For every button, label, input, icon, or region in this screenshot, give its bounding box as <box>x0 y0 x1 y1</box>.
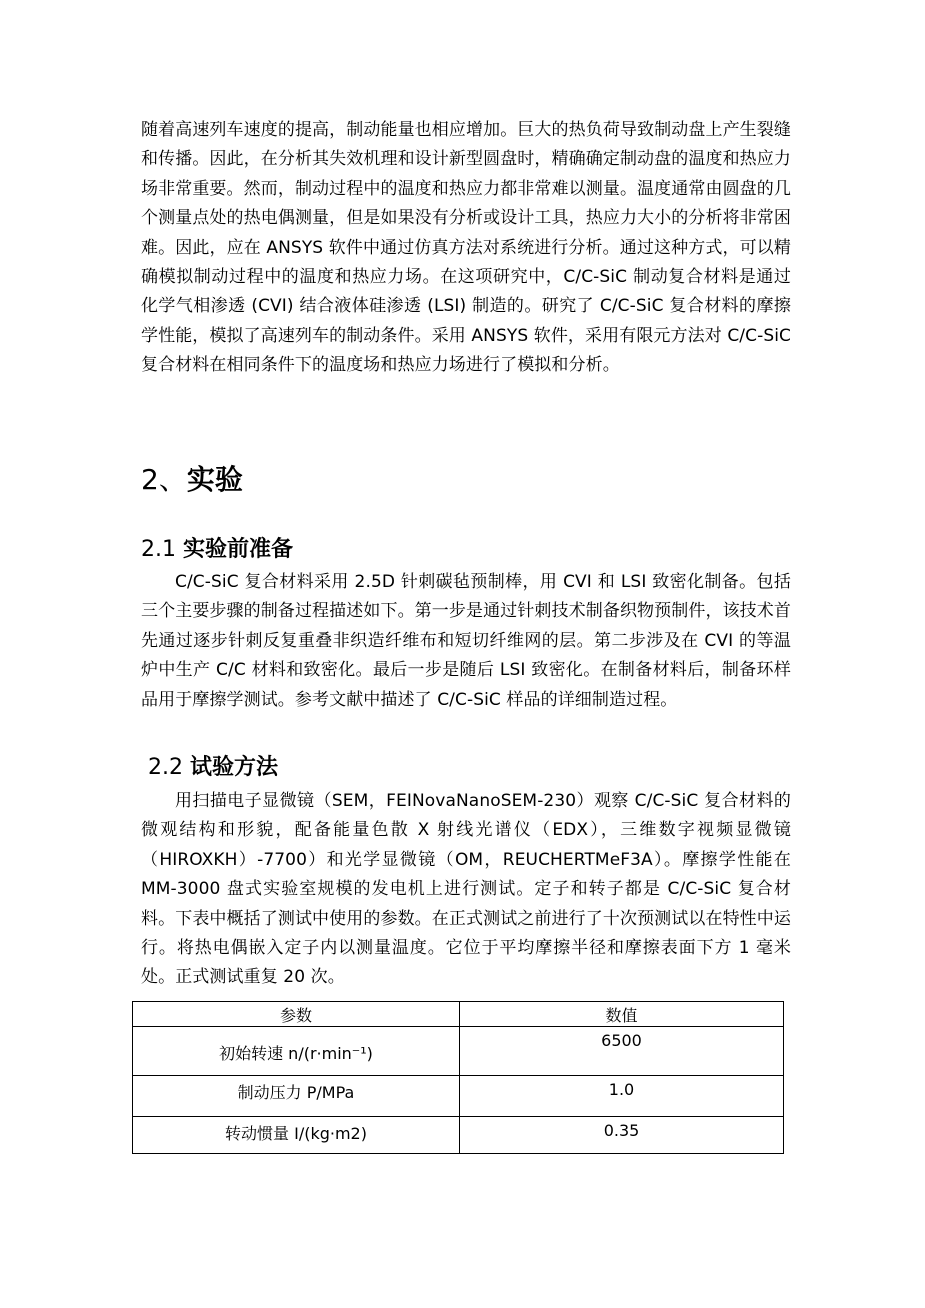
section-2-number: 2、 <box>141 463 187 496</box>
table-cell-value: 1.0 <box>460 1076 784 1117</box>
section-2-2-heading <box>148 751 278 785</box>
section-2-1-paragraph: C/C-SiC 复合材料采用 2.5D 针刺碳毡预制棒，用 CVI 和 LSI 致密化制备。包括三个主要步骤的制备过程描述如下。第一步是通过针刺技术制备织物预制件，该技术首先通过逐步针刺反复重叠非织造纤维布和短切纤维网的层。第二步涉及在 CVI 的等温炉中生产 C/C 材料和致密化。最后一步是随后 LSI 致密化。在制备材料后，制备环样品用于摩擦学测试。参考文献中描述了 C/C-SiC 样品的详细制造过程。 <box>141 572 791 710</box>
table-cell-param: 初始转速 n/(r·min⁻¹) <box>133 1027 460 1076</box>
section-2-heading <box>141 456 243 504</box>
section-2-2-number: 2.2 <box>148 755 183 780</box>
table-row <box>133 1117 784 1154</box>
table-cell-param: 制动压力 P/MPa <box>133 1076 460 1117</box>
table-header-value: 数值 <box>460 1002 784 1027</box>
section-2-title: 实验 <box>186 463 243 496</box>
table-cell-param: 转动惯量 I/(kg·m2) <box>133 1117 460 1154</box>
section-2-1-title: 实验前准备 <box>183 537 294 562</box>
intro-paragraph: 随着高速列车速度的提高，制动能量也相应增加。巨大的热负荷导致制动盘上产生裂缝和传播。因此，在分析其失效机理和设计新型圆盘时，精确确定制动盘的温度和热应力场非常重要。然而，制动过程中的温度和热应力都非常难以测量。温度通常由圆盘的几个测量点处的热电偶测量，但是如果没有分析或设计工具，热应力大小的分析将非常困难。因此，应在 ANSYS 软件中通过仿真方法对系统进行分析。通过这种方式，可以精确模拟制动过程中的温度和热应力场。在这项研究中，C/C-SiC 制动复合材料是通过化学气相渗透 (CVI) 结合液体硅渗透 (LSI) 制造的。研究了 C/C-SiC 复合材料的摩擦学性能，模拟了高速列车的制动条件。采用 ANSYS 软件，采用有限元方法对 C/C-SiC 复合材料在相同条件下的温度场和热应力场进行了模拟和分析。 <box>141 120 792 376</box>
table-cell-value: 0.35 <box>460 1117 784 1154</box>
section-2-1-heading <box>141 533 293 567</box>
section-2-2-title: 试验方法 <box>190 755 279 780</box>
table-row <box>133 1027 784 1076</box>
table-header-param: 参数 <box>133 1002 460 1027</box>
table-header-row <box>133 1002 784 1027</box>
table-cell-value: 6500 <box>460 1027 784 1076</box>
table-row <box>133 1076 784 1117</box>
parameters-table <box>132 1001 784 1154</box>
section-2-2-paragraph: 用扫描电子显微镜（SEM，FEINovaNanoSEM-230）观察 C/C-SiC 复合材料的微观结构和形貌，配备能量色散 X 射线光谱仪（EDX），三维数字视频显微镜（HIROXKH）-7700）和光学显微镜（OM，REUCHERTMeF3A）。摩擦学性能在 MM-3000 盘式实验室规模的发电机上进行测试。定子和转子都是 C/C-SiC 复合材料。下表中概括了测试中使用的参数。在正式测试之前进行了十次预测试以在特性中运行。将热电偶嵌入定子内以测量温度。它位于平均摩擦半径和摩擦表面下方 1 毫米处。正式测试重复 20 次。 <box>141 791 791 988</box>
section-2-1-number: 2.1 <box>141 537 176 562</box>
